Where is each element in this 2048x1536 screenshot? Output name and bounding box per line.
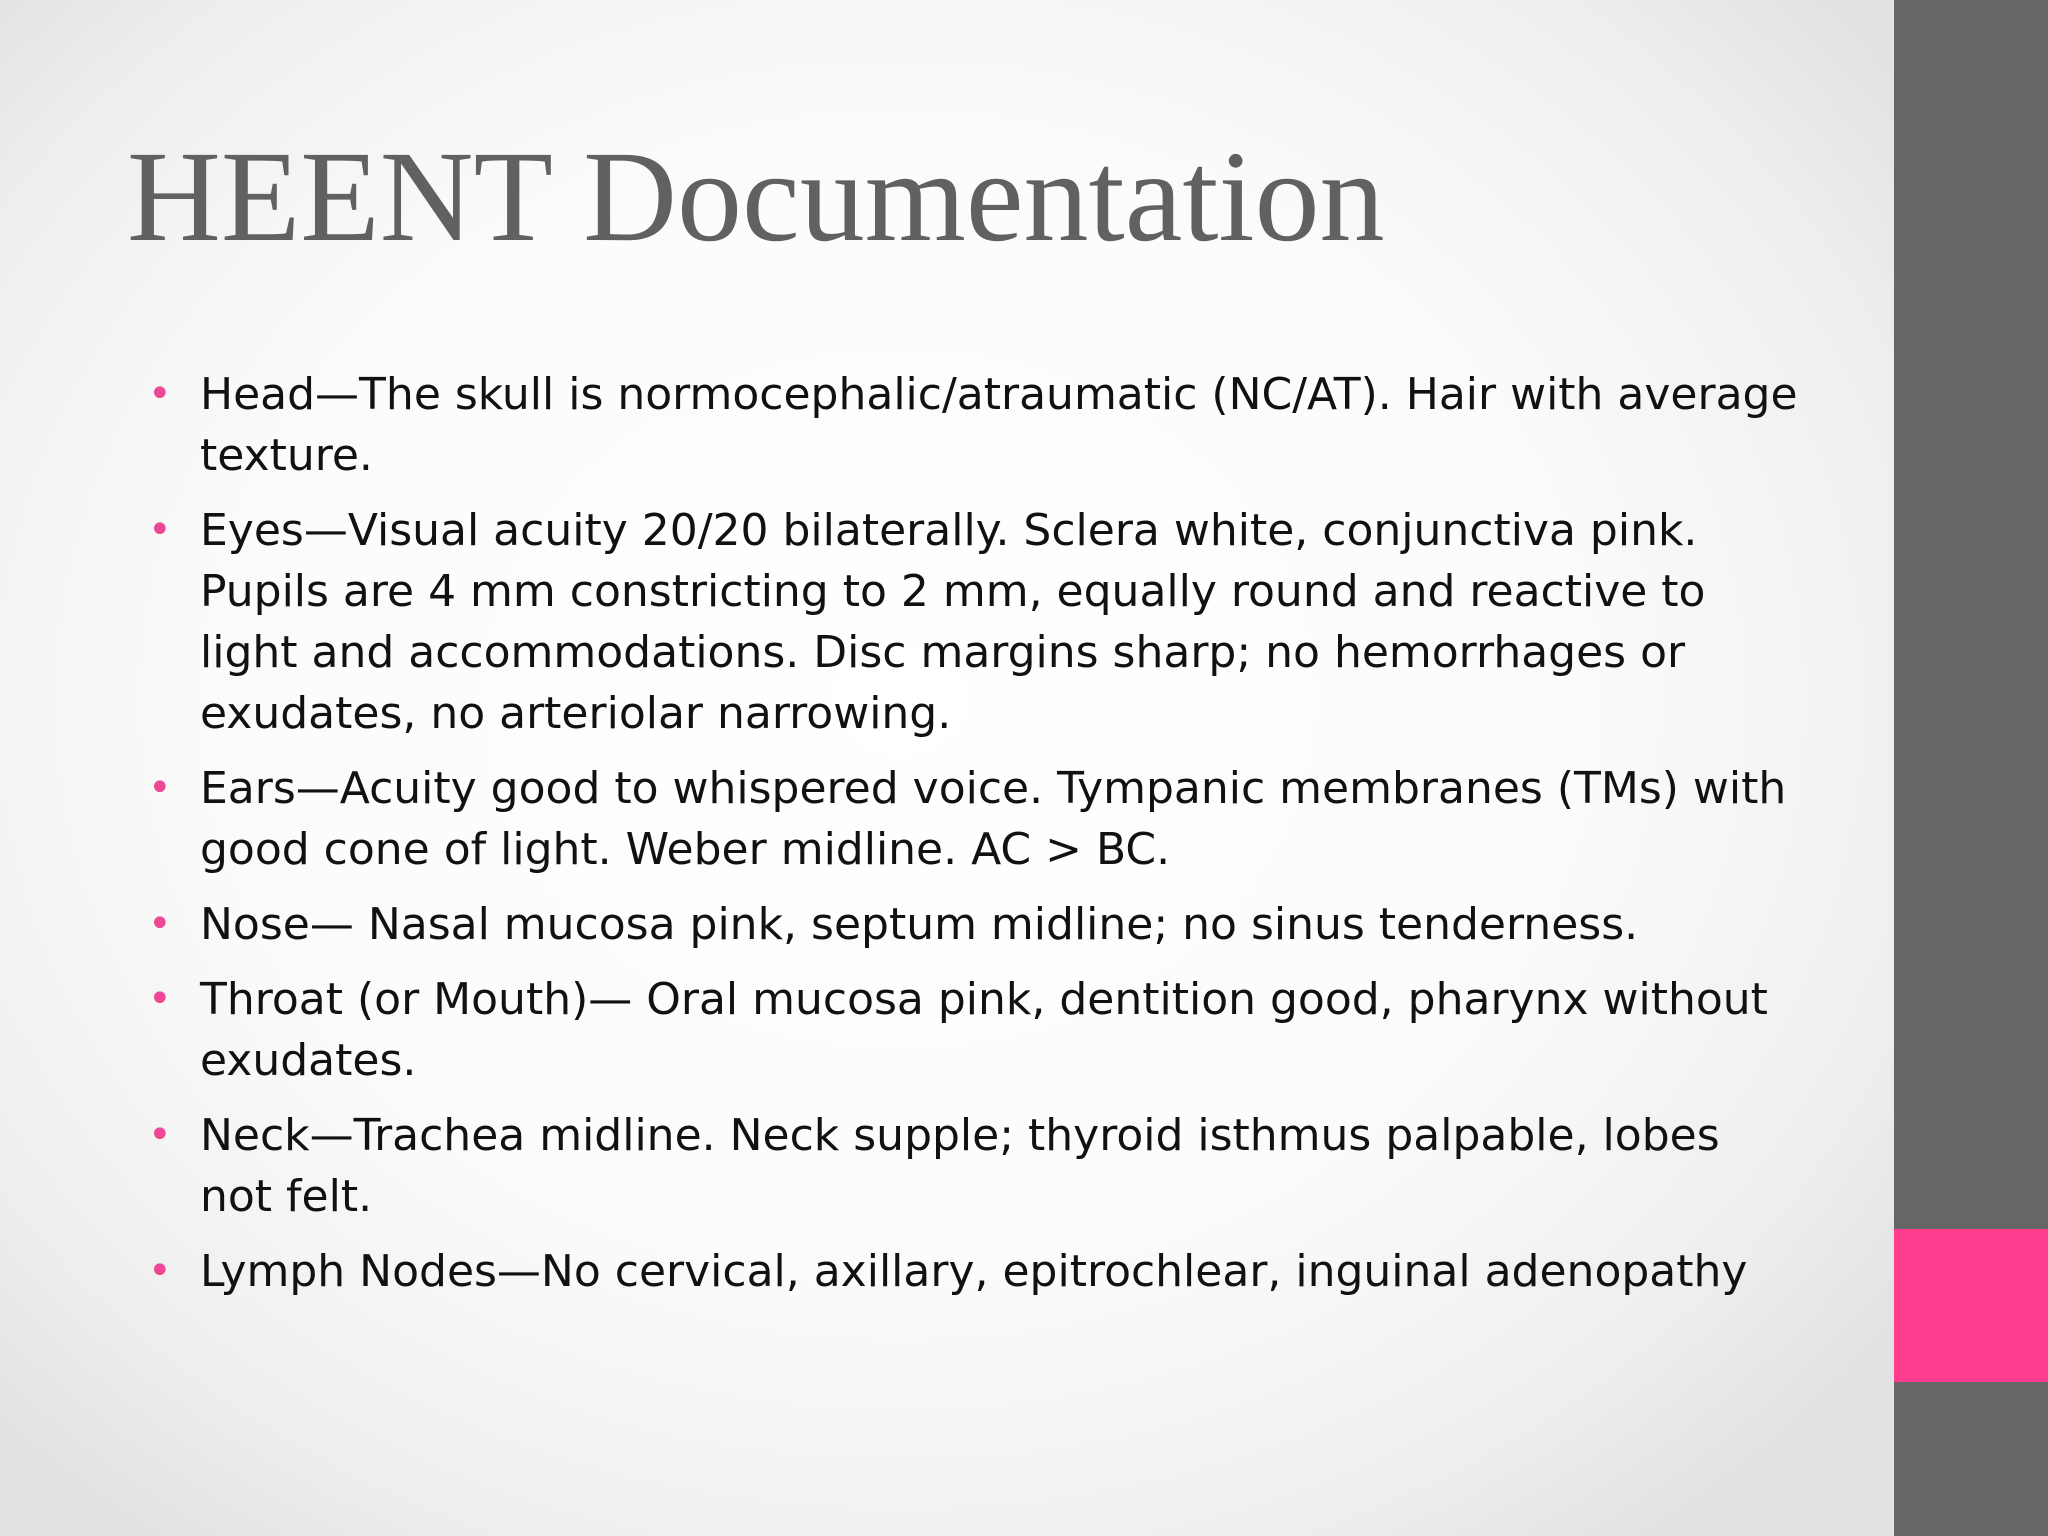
- bullet-item-head: [148, 364, 1800, 486]
- bullet-marker: •: [148, 1112, 172, 1158]
- bullet-marker: •: [148, 507, 172, 553]
- bullet-text: Head—The skull is normocephalic/atraumatic (NC/AT). Hair with average texture.: [200, 369, 1798, 481]
- bullet-text: Throat (or Mouth)— Oral mucosa pink, dentition good, pharynx without exudates.: [200, 974, 1768, 1086]
- bullet-text: Ears—Acuity good to whispered voice. Tympanic membranes (TMs) with good cone of light. Weber midline. AC > BC.: [200, 763, 1787, 875]
- bullet-text: Nose— Nasal mucosa pink, septum midline; no sinus tenderness.: [200, 899, 1639, 950]
- bullet-marker: •: [148, 976, 172, 1022]
- bullet-item-eyes: [148, 500, 1800, 744]
- bullet-item-ears: [148, 758, 1800, 880]
- slide-title: HEENT Documentation: [127, 125, 1385, 269]
- bullet-marker: •: [148, 1248, 172, 1294]
- bullet-item-lymph-nodes: [148, 1241, 1800, 1302]
- bullet-marker: •: [148, 371, 172, 417]
- bullet-marker: •: [148, 901, 172, 947]
- bullet-item-nose: [148, 894, 1800, 955]
- bullet-text: Neck—Trachea midline. Neck supple; thyroid isthmus palpable, lobes not felt.: [200, 1110, 1720, 1222]
- bullet-marker: •: [148, 765, 172, 811]
- bullet-list: [148, 364, 1800, 1316]
- bullet-item-neck: [148, 1105, 1800, 1227]
- accent-block: [1894, 1229, 2048, 1382]
- bullet-text: Eyes—Visual acuity 20/20 bilaterally. Sclera white, conjunctiva pink. Pupils are 4 mm constricting to 2 mm, equally round and reactive to light and accommodations. Disc margins sharp; no hemorrhages or exudates, no arteriolar narrowing.: [200, 505, 1706, 739]
- bullet-item-throat: [148, 969, 1800, 1091]
- bullet-text: Lymph Nodes—No cervical, axillary, epitrochlear, inguinal adenopathy: [200, 1246, 1748, 1297]
